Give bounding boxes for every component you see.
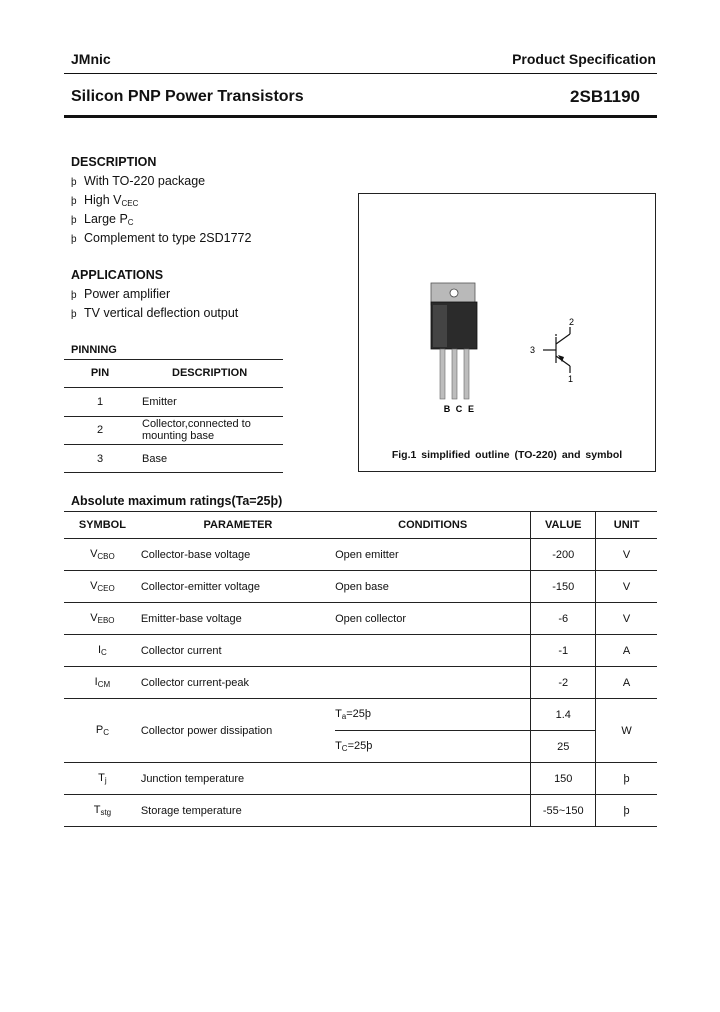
unit-cell: V [596, 571, 657, 603]
product-line-title: Silicon PNP Power Transistors [71, 88, 304, 105]
parameter-cell: Collector current-peak [141, 667, 335, 699]
conditions-cell: Open collector [335, 603, 531, 635]
value-cell: -55~150 [531, 795, 596, 827]
symbol-pin-label: 3 [530, 345, 536, 355]
symbol-cell: $V_{CBO}$ [64, 539, 141, 571]
conditions-cell: $T_C=25þ$ [335, 731, 531, 763]
table-header-row [64, 512, 657, 539]
lead-label: C [455, 404, 463, 414]
parameter-cell: Collector-base voltage [141, 539, 335, 571]
package-body-shade [433, 305, 447, 347]
value-cell: 1.4 [531, 699, 596, 731]
to220-package-image [359, 194, 655, 444]
unit-cell: A [596, 635, 657, 667]
parameter-cell: Collector power dissipation [141, 699, 335, 763]
unit-cell: A [596, 667, 657, 699]
symbol-cell: $V_{CEO}$ [64, 571, 141, 603]
description-heading: DESCRIPTION [71, 155, 157, 169]
table-row [64, 699, 657, 731]
applications-heading: APPLICATIONS [71, 268, 164, 282]
table-row [64, 571, 657, 603]
parameter-cell: Emitter-base voltage [141, 603, 335, 635]
table-row [64, 795, 657, 827]
symbol-pin-label: 2 [569, 317, 575, 327]
bullet-icon: þ [71, 215, 77, 226]
unit-cell: V [596, 539, 657, 571]
lead-collector [452, 349, 457, 399]
pinning-top-rule [64, 359, 283, 360]
part-number: 2SB1190 [570, 87, 640, 106]
lead-emitter [464, 349, 469, 399]
description-item: þ High $V_{CEC}$ [71, 193, 139, 208]
symbol-cell: $T_{stg}$ [64, 795, 141, 827]
value-cell: -6 [531, 603, 596, 635]
pinning-row-rule [64, 444, 283, 445]
description-item: þ With TO-220 package [71, 174, 206, 188]
conditions-cell [335, 667, 531, 699]
parameter-cell: Storage temperature [141, 795, 335, 827]
conditions-cell [335, 635, 531, 667]
pin-number: 2 [96, 424, 104, 436]
symbol-cell: $I_C$ [64, 635, 141, 667]
parameter-cell: Collector-emitter voltage [141, 571, 335, 603]
figure-caption: Fig.1 simplified outline (TO-220) and symbol [391, 449, 623, 461]
pin-description: Base [142, 453, 168, 465]
bullet-icon: þ [71, 234, 77, 245]
brand-name: JMnic [71, 51, 111, 67]
application-item: þ Power amplifier [71, 287, 171, 301]
header-divider [64, 73, 657, 74]
value-cell: 150 [531, 763, 596, 795]
table-row [64, 603, 657, 635]
pin-description: Emitter [142, 396, 177, 408]
pinning-heading: PINNING [71, 344, 117, 356]
symbol-pin-label: 1 [568, 374, 574, 384]
unit-cell: V [596, 603, 657, 635]
table-row [64, 539, 657, 571]
description-item: þ Large $P_C$ [71, 212, 134, 227]
column-header: CONDITIONS [335, 512, 531, 539]
unit-cell: þ [596, 763, 657, 795]
pin-description: Collector,connected to mounting base [142, 418, 251, 442]
column-header: UNIT [596, 512, 657, 539]
pin-column-header: PIN [90, 367, 110, 379]
bullet-icon: þ [71, 309, 77, 320]
value-cell: -150 [531, 571, 596, 603]
pinning-row-rule [64, 416, 283, 417]
application-item: þ TV vertical deflection output [71, 306, 239, 320]
bullet-icon: þ [71, 177, 77, 188]
ratings-title: Absolute maximum ratings(Ta=25þ) [71, 494, 283, 508]
pinning-bottom-rule [64, 472, 283, 473]
conditions-cell [335, 795, 531, 827]
column-header: PARAMETER [141, 512, 335, 539]
lead-label: B [443, 404, 451, 414]
value-cell: 25 [531, 731, 596, 763]
lead-label: E [467, 404, 475, 414]
symbol-cell: $P_C$ [64, 699, 141, 763]
conditions-cell: Open emitter [335, 539, 531, 571]
table-row [64, 763, 657, 795]
value-cell: -2 [531, 667, 596, 699]
pin-number: 1 [96, 396, 104, 408]
unit-cell: þ [596, 795, 657, 827]
value-cell: -1 [531, 635, 596, 667]
bullet-icon: þ [71, 196, 77, 207]
document-type: Product Specification [512, 51, 656, 67]
table-row [64, 635, 657, 667]
title-divider [64, 115, 657, 118]
mounting-hole-icon [450, 289, 458, 297]
ratings-table [64, 511, 657, 827]
description-item: þ Complement to type 2SD1772 [71, 231, 252, 245]
symbol-cell: $T_j$ [64, 763, 141, 795]
symbol-cell: $I_{CM}$ [64, 667, 141, 699]
lead-base [440, 349, 445, 399]
value-cell: -200 [531, 539, 596, 571]
conditions-cell: Open base [335, 571, 531, 603]
bullet-icon: þ [71, 290, 77, 301]
table-row [64, 667, 657, 699]
conditions-cell [335, 763, 531, 795]
conditions-cell: $T_a=25þ$ [335, 699, 531, 731]
pinning-header-rule [64, 387, 283, 388]
pin-number: 3 [96, 453, 104, 465]
pin-description-column-header: DESCRIPTION [172, 367, 248, 379]
column-header: VALUE [531, 512, 596, 539]
pnp-transistor-symbol-icon [543, 327, 570, 373]
column-header: SYMBOL [64, 512, 141, 539]
parameter-cell: Junction temperature [141, 763, 335, 795]
unit-cell: W [596, 699, 657, 763]
parameter-cell: Collector current [141, 635, 335, 667]
symbol-cell: $V_{EBO}$ [64, 603, 141, 635]
